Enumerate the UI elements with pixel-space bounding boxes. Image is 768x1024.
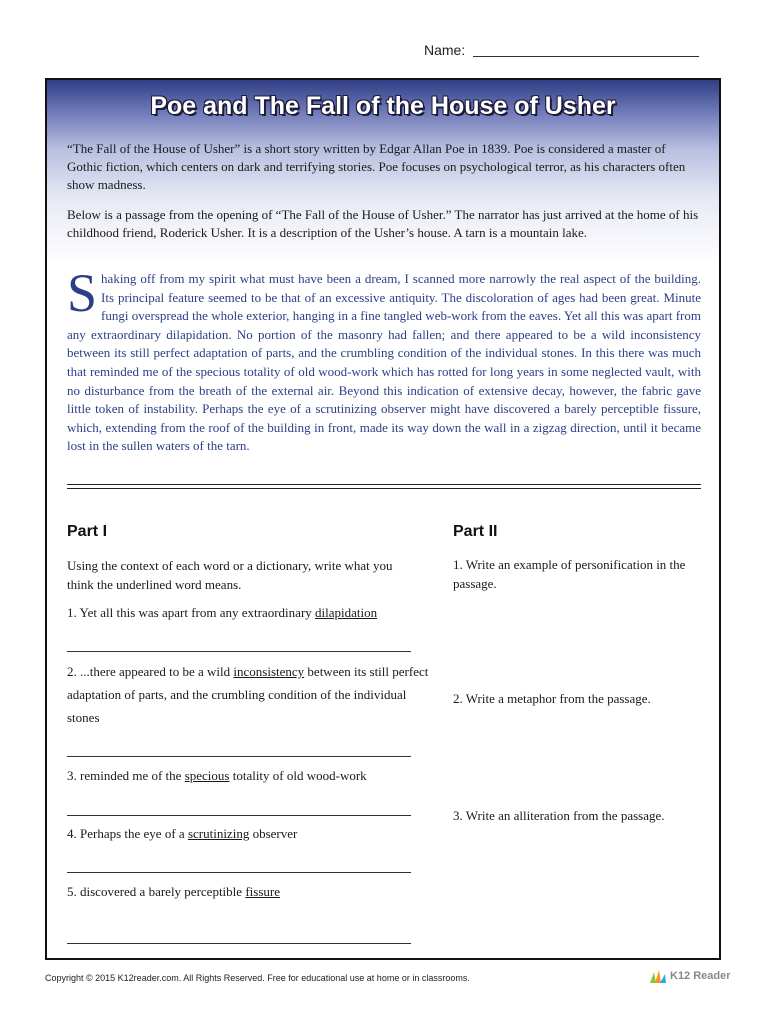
drop-cap: S [67,263,98,323]
underlined-word: inconsistency [233,664,305,679]
question-text: 3. reminded me of the [67,768,185,783]
question-text: totality of old wood-work [229,768,367,783]
part-2-title: Part II [453,523,498,540]
page-title: Poe and The Fall of the House of Usher [150,92,616,120]
passage-text: haking off from my spirit what must have been a dream, I scanned more narrowly the real aspect of the building. Its principal feature seemed to be that of an excessive antiquity. The discoloration of ages had been great. Minute fungi overspread the whole exterior, hanging in a fine tangled web-work from the eaves. Yet all this was apart from any extraordinary dilapidation. No portion of the masonry had fallen; and there appeared to be a wild inconsistency between its still perfect adaptation of parts, and the crumbling condition of the individual stones. In this there was much that reminded me of the specious totality of old wood-work which has rotted for long years in some neglected vault, with no disturbance from the breath of the external air. Beyond this indication of extensive decay, however, the fabric gave little token of instability. Perhaps the eye of a scrutinizing observer might have discovered a barely perceptible fissure, which, extending from the roof of the building in front, made its way down the wall in a zigzag direction, until it became lost in the sullen waters of the tarn. [67,271,701,454]
underlined-word: scrutinizing [187,826,250,841]
logo-text: K12 Reader [670,970,731,982]
answer-line-5[interactable] [67,943,411,944]
question-4 [67,824,427,843]
question-text: 5. discovered a barely perceptible [67,884,246,899]
worksheet [45,78,721,960]
name-blank[interactable] [473,42,699,57]
underlined-word: fissure [245,884,280,899]
part-2-question-1: 1. Write an example of personification in the passage. [453,557,686,591]
question-text: 1. Yet all this was apart from any extraordinary [67,605,316,620]
story-passage [67,263,701,456]
part-1-instructions: Using the context of each word or a dictionary, write what you think the underlined word means. [67,558,393,592]
question-1 [67,603,427,622]
divider-rule [67,484,701,485]
answer-line-2[interactable] [67,756,411,757]
question-5 [67,882,427,901]
intro-paragraph-2: Below is a passage from the opening of “The Fall of the House of Usher.” The narrator has just arrived at the home of his childhood friend, Roderick Usher. It is a description of the Usher’s house. A tarn is a mountain lake. [67,207,699,240]
leaf-icon [648,968,668,984]
copyright-footer: Copyright © 2015 K12reader.com. All Rights Reserved. Free for educational use at home or in classrooms. [45,973,470,983]
question-3 [67,766,427,785]
underlined-word: dilapidation [315,605,378,620]
answer-line-1[interactable] [67,651,411,652]
question-text: 4. Perhaps the eye of a [67,826,188,841]
intro-paragraph-1: “The Fall of the House of Usher” is a short story written by Edgar Allan Poe in 1839. Poe is considered a master of Gothic fiction, which centers on dark and terrifying stories. Poe focuses on psychological terror, as his characters often show madness. [67,141,686,192]
name-label: Name: [424,42,466,58]
answer-line-4[interactable] [67,872,411,873]
answer-line-3[interactable] [67,815,411,816]
question-2 [67,660,429,729]
k12reader-logo [648,968,731,984]
part-1-title: Part I [67,523,108,540]
divider-rule [67,488,701,489]
name-field [424,42,699,58]
question-text: between its still perfect adaptation of parts, and the crumbling condition of the individual stones [67,664,429,725]
question-text: 2. ...there appeared to be a wild [67,664,234,679]
question-text: observer [249,826,298,841]
part-2-question-2: 2. Write a metaphor from the passage. [453,691,651,706]
part-2-question-3: 3. Write an alliteration from the passage. [453,808,665,823]
underlined-word: specious [184,768,230,783]
